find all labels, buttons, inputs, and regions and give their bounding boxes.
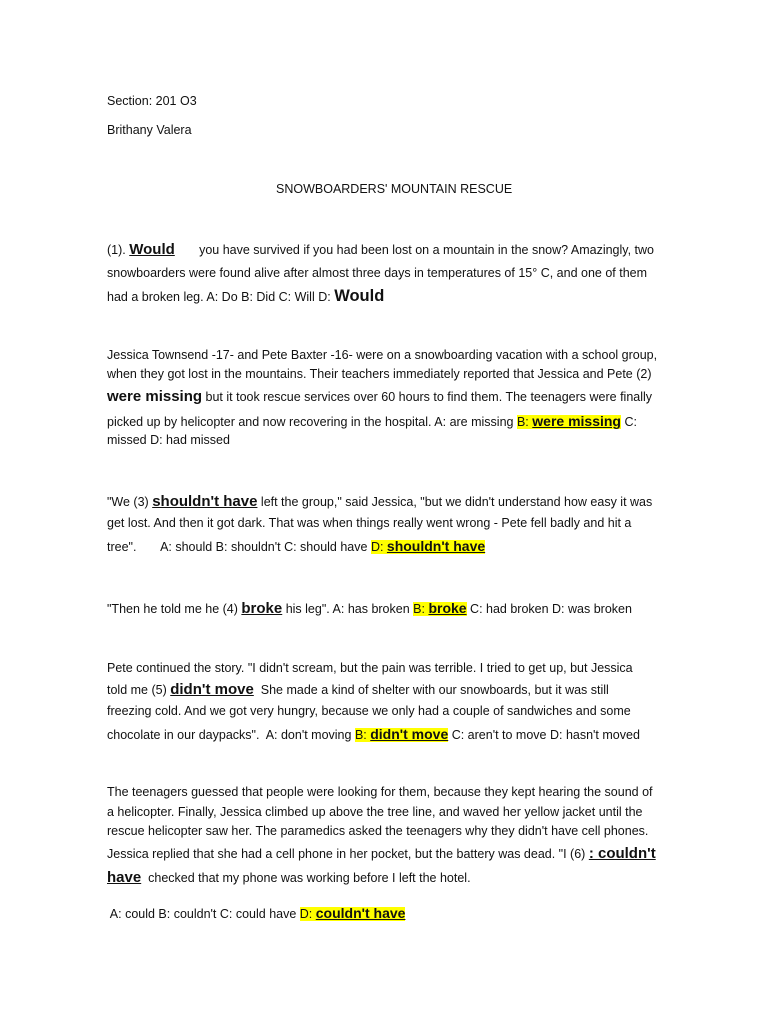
student-name: Brithany Valera	[107, 123, 192, 137]
paragraph-2-line-4: picked up by helicopter and now recovering in the hospital. A: are missing B: were missing C:	[107, 413, 637, 429]
section-label: Section: 201 O3	[107, 94, 197, 108]
answer-choice-1: Would	[334, 287, 385, 305]
answer-blank-5: didn't move	[170, 681, 254, 698]
answer-choice-4: broke	[428, 600, 467, 616]
paragraph-5-line-4: chocolate in our daypacks". A: don't moving B: didn't move C: aren't to move D: hasn't moved	[107, 726, 640, 742]
paragraph-5-line-2: told me (5) didn't move She made a kind of shelter with our snowboards, but it was still	[107, 681, 609, 698]
answer-blank-6: : couldn't	[588, 845, 656, 862]
answer-blank-3: shouldn't have	[152, 493, 258, 510]
paragraph-5-line-3: freezing cold. And we got very hungry, because we only had a couple of sandwiches and some	[107, 704, 631, 718]
paragraph-3-line-1: "We (3) shouldn't have left the group," said Jessica, "but we didn't understand how easy it was	[107, 493, 653, 510]
paragraph-1-line-2: snowboarders were found alive after almost three days in temperatures of 15° C, and one of them	[107, 266, 648, 280]
answer-blank-2: were missing	[107, 388, 203, 405]
paragraph-5-line-1: Pete continued the story. "I didn't scream, but the pain was terrible. I tried to get up, but Jessica	[107, 661, 633, 675]
paragraph-1-line-1: (1). Would you have survived if you had been lost on a mountain in the snow? Amazingly, two	[107, 241, 654, 258]
paragraph-7-line-1: A: could B: couldn't C: could have D: couldn't have	[107, 905, 406, 921]
paragraph-1-line-3: had a broken leg. A: Do B: Did C: Will D: Would	[107, 287, 385, 305]
document-title: SNOWBOARDERS' MOUNTAIN RESCUE	[276, 182, 513, 196]
paragraph-2-line-1: Jessica Townsend -17- and Pete Baxter -16- were on a snowboarding vacation with a school group,	[107, 348, 658, 362]
answer-choice-3: shouldn't have	[386, 538, 486, 554]
paragraph-6-line-1: The teenagers guessed that people were looking for them, because they kept hearing the sound of	[107, 785, 653, 799]
paragraph-2-line-5: missed D: had missed	[107, 433, 230, 447]
answer-choice-2: were missing	[532, 413, 621, 429]
answer-blank-4: broke	[241, 600, 283, 617]
paragraph-2-line-2: when they got lost in the mountains. Their teachers immediately reported that Jessica and Pete (2)	[107, 367, 652, 381]
answer-blank-6-continued: have	[107, 869, 142, 886]
paragraph-4-line-1: "Then he told me he (4) broke his leg". A: has broken B: broke C: had broken D: was broken	[107, 600, 632, 617]
answer-choice-5: didn't move	[370, 726, 449, 742]
paragraph-6-line-2: a helicopter. Finally, Jessica climbed up above the tree line, and waved her yellow jacket until the	[107, 805, 643, 819]
paragraph-3-line-3: tree". A: should B: shouldn't C: should have D: shouldn't have	[107, 538, 486, 554]
paragraph-2-line-3: were missing but it took rescue services over 60 hours to find them. The teenagers were finally	[107, 388, 653, 405]
paragraph-6-line-5: have checked that my phone was working before I left the hotel.	[107, 869, 471, 886]
answer-blank-1: Would	[129, 241, 175, 258]
paragraph-3-line-2: get lost. And then it got dark. That was when things really went wrong - Pete fell badly and hit a	[107, 516, 632, 530]
answer-choice-6: couldn't have	[315, 905, 406, 921]
paragraph-6-line-3: rescue helicopter saw her. The paramedics asked the teenagers why they didn't have cell phones.	[107, 824, 649, 838]
paragraph-6-line-4: Jessica replied that she had a cell phone in her pocket, but the battery was dead. "I (6) : couldn't	[107, 845, 656, 862]
